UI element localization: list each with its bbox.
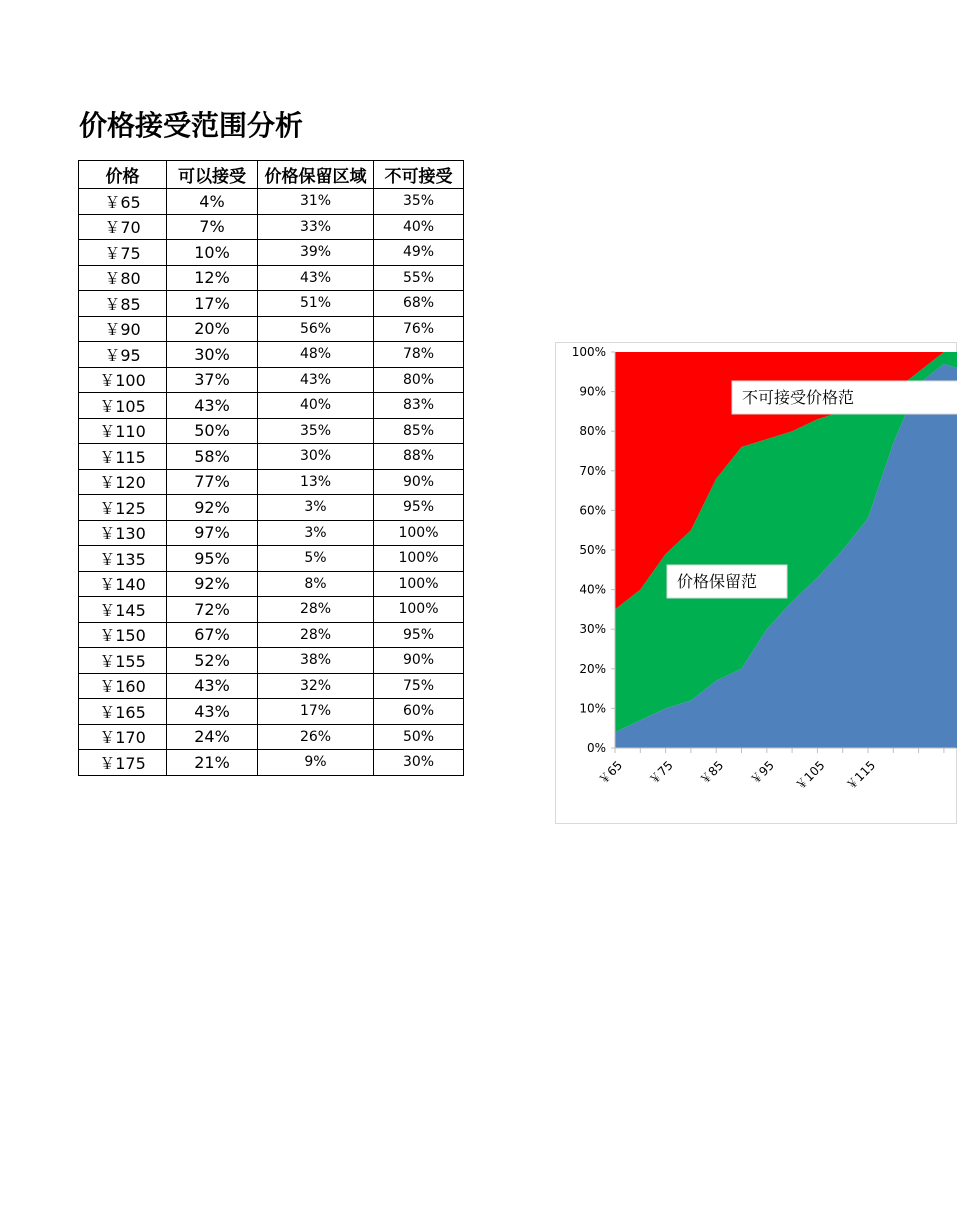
- cell-unacceptable: 30%: [374, 750, 464, 776]
- table-row: [79, 240, 464, 266]
- annotation-unacceptable-text: 不可接受价格范: [742, 388, 855, 407]
- y-tick-label: 70%: [579, 463, 606, 478]
- cell-unacceptable: 55%: [374, 265, 464, 291]
- cell-unacceptable: 40%: [374, 214, 464, 240]
- y-tick-label: 10%: [579, 701, 606, 716]
- cell-reserve-zone: 17%: [258, 699, 374, 725]
- y-tick-label: 20%: [579, 661, 606, 676]
- cell-price: ￥160: [79, 673, 167, 699]
- chart-frame: [555, 342, 957, 824]
- cell-acceptable: 12%: [167, 265, 258, 291]
- cell-reserve-zone: 43%: [258, 367, 374, 393]
- cell-price: ￥105: [79, 393, 167, 419]
- cell-unacceptable: 80%: [374, 367, 464, 393]
- table-row: [79, 520, 464, 546]
- cell-reserve-zone: 8%: [258, 571, 374, 597]
- y-tick-label: 80%: [579, 424, 606, 439]
- cell-unacceptable: 95%: [374, 495, 464, 521]
- cell-acceptable: 77%: [167, 469, 258, 495]
- table-row: [79, 291, 464, 317]
- cell-reserve-zone: 26%: [258, 724, 374, 750]
- cell-acceptable: 30%: [167, 342, 258, 368]
- cell-acceptable: 52%: [167, 648, 258, 674]
- cell-reserve-zone: 28%: [258, 622, 374, 648]
- table-row: [79, 750, 464, 776]
- cell-reserve-zone: 40%: [258, 393, 374, 419]
- table-row: [79, 495, 464, 521]
- cell-price: ￥155: [79, 648, 167, 674]
- table-row: [79, 444, 464, 470]
- annotation-reserve-zone: [667, 565, 787, 598]
- cell-acceptable: 24%: [167, 724, 258, 750]
- cell-acceptable: 7%: [167, 214, 258, 240]
- annotation-unacceptable: [732, 381, 957, 414]
- table-header-row: [79, 161, 464, 189]
- x-tick-label: ￥65: [595, 758, 626, 788]
- cell-reserve-zone: 33%: [258, 214, 374, 240]
- table-row: [79, 316, 464, 342]
- x-tick-label: ￥115: [843, 758, 879, 793]
- cell-price: ￥165: [79, 699, 167, 725]
- table-row: [79, 648, 464, 674]
- cell-price: ￥115: [79, 444, 167, 470]
- x-tick-label: ￥105: [792, 758, 828, 793]
- cell-price: ￥85: [79, 291, 167, 317]
- cell-unacceptable: 100%: [374, 571, 464, 597]
- table-row: [79, 597, 464, 623]
- y-tick-label: 90%: [579, 384, 606, 399]
- cell-unacceptable: 90%: [374, 648, 464, 674]
- cell-unacceptable: 95%: [374, 622, 464, 648]
- cell-reserve-zone: 30%: [258, 444, 374, 470]
- cell-price: ￥120: [79, 469, 167, 495]
- cell-acceptable: 50%: [167, 418, 258, 444]
- cell-unacceptable: 68%: [374, 291, 464, 317]
- table-row: [79, 469, 464, 495]
- cell-acceptable: 17%: [167, 291, 258, 317]
- cell-acceptable: 43%: [167, 393, 258, 419]
- cell-price: ￥90: [79, 316, 167, 342]
- cell-reserve-zone: 43%: [258, 265, 374, 291]
- table-row: [79, 214, 464, 240]
- cell-unacceptable: 100%: [374, 546, 464, 572]
- cell-unacceptable: 35%: [374, 189, 464, 215]
- cell-acceptable: 72%: [167, 597, 258, 623]
- cell-acceptable: 92%: [167, 495, 258, 521]
- table-row: [79, 265, 464, 291]
- cell-price: ￥135: [79, 546, 167, 572]
- table-row: [79, 342, 464, 368]
- cell-price: ￥80: [79, 265, 167, 291]
- cell-acceptable: 95%: [167, 546, 258, 572]
- cell-unacceptable: 75%: [374, 673, 464, 699]
- cell-reserve-zone: 48%: [258, 342, 374, 368]
- cell-price: ￥170: [79, 724, 167, 750]
- cell-reserve-zone: 38%: [258, 648, 374, 674]
- y-tick-label: 0%: [586, 741, 606, 755]
- x-tick-label: ￥75: [646, 758, 676, 788]
- cell-acceptable: 67%: [167, 622, 258, 648]
- x-tick-label: ￥85: [697, 758, 727, 788]
- cell-acceptable: 43%: [167, 699, 258, 725]
- cell-price: ￥125: [79, 495, 167, 521]
- cell-unacceptable: 88%: [374, 444, 464, 470]
- table-row: [79, 571, 464, 597]
- annotation-reserve-zone-text: 价格保留范: [677, 572, 758, 591]
- table-row: [79, 546, 464, 572]
- cell-unacceptable: 78%: [374, 342, 464, 368]
- cell-reserve-zone: 51%: [258, 291, 374, 317]
- cell-acceptable: 92%: [167, 571, 258, 597]
- cell-acceptable: 4%: [167, 189, 258, 215]
- y-tick-label: 40%: [579, 582, 606, 597]
- cell-price: ￥175: [79, 750, 167, 776]
- cell-reserve-zone: 32%: [258, 673, 374, 699]
- cell-unacceptable: 100%: [374, 520, 464, 546]
- cell-price: ￥140: [79, 571, 167, 597]
- cell-unacceptable: 100%: [374, 597, 464, 623]
- table-row: [79, 699, 464, 725]
- y-tick-label: 30%: [579, 622, 606, 637]
- table-row: [79, 393, 464, 419]
- cell-acceptable: 58%: [167, 444, 258, 470]
- cell-price: ￥130: [79, 520, 167, 546]
- cell-acceptable: 37%: [167, 367, 258, 393]
- table-row: [79, 673, 464, 699]
- page-title: 价格接受范围分析: [79, 109, 304, 142]
- cell-unacceptable: 90%: [374, 469, 464, 495]
- cell-reserve-zone: 28%: [258, 597, 374, 623]
- cell-unacceptable: 50%: [374, 724, 464, 750]
- cell-reserve-zone: 56%: [258, 316, 374, 342]
- table-row: [79, 367, 464, 393]
- cell-unacceptable: 85%: [374, 418, 464, 444]
- cell-price: ￥75: [79, 240, 167, 266]
- cell-acceptable: 21%: [167, 750, 258, 776]
- cell-acceptable: 10%: [167, 240, 258, 266]
- cell-unacceptable: 76%: [374, 316, 464, 342]
- price-acceptance-table: [78, 160, 464, 776]
- x-tick-label: ￥95: [747, 758, 777, 788]
- cell-reserve-zone: 9%: [258, 750, 374, 776]
- cell-reserve-zone: 5%: [258, 546, 374, 572]
- cell-reserve-zone: 31%: [258, 189, 374, 215]
- table-body: [79, 189, 464, 776]
- y-tick-label: 60%: [579, 503, 606, 518]
- cell-price: ￥95: [79, 342, 167, 368]
- y-tick-label: 50%: [579, 543, 606, 557]
- chart-viewport: [555, 342, 879, 824]
- y-tick-label: 100%: [571, 345, 606, 359]
- header-price: 价格: [79, 161, 167, 189]
- table-row: [79, 189, 464, 215]
- table-row: [79, 418, 464, 444]
- cell-price: ￥110: [79, 418, 167, 444]
- header-reserve-zone: 价格保留区域: [258, 161, 374, 189]
- cell-price: ￥100: [79, 367, 167, 393]
- cell-acceptable: 20%: [167, 316, 258, 342]
- cell-reserve-zone: 3%: [258, 495, 374, 521]
- cell-acceptable: 97%: [167, 520, 258, 546]
- cell-unacceptable: 83%: [374, 393, 464, 419]
- cell-reserve-zone: 35%: [258, 418, 374, 444]
- table-row: [79, 622, 464, 648]
- cell-acceptable: 43%: [167, 673, 258, 699]
- cell-price: ￥145: [79, 597, 167, 623]
- cell-reserve-zone: 39%: [258, 240, 374, 266]
- table-row: [79, 724, 464, 750]
- cell-price: ￥70: [79, 214, 167, 240]
- cell-price: ￥150: [79, 622, 167, 648]
- header-acceptable: 可以接受: [167, 161, 258, 189]
- header-unacceptable: 不可接受: [374, 161, 464, 189]
- cell-reserve-zone: 13%: [258, 469, 374, 495]
- stacked-area-chart: [556, 343, 956, 823]
- cell-unacceptable: 49%: [374, 240, 464, 266]
- cell-reserve-zone: 3%: [258, 520, 374, 546]
- cell-unacceptable: 60%: [374, 699, 464, 725]
- cell-price: ￥65: [79, 189, 167, 215]
